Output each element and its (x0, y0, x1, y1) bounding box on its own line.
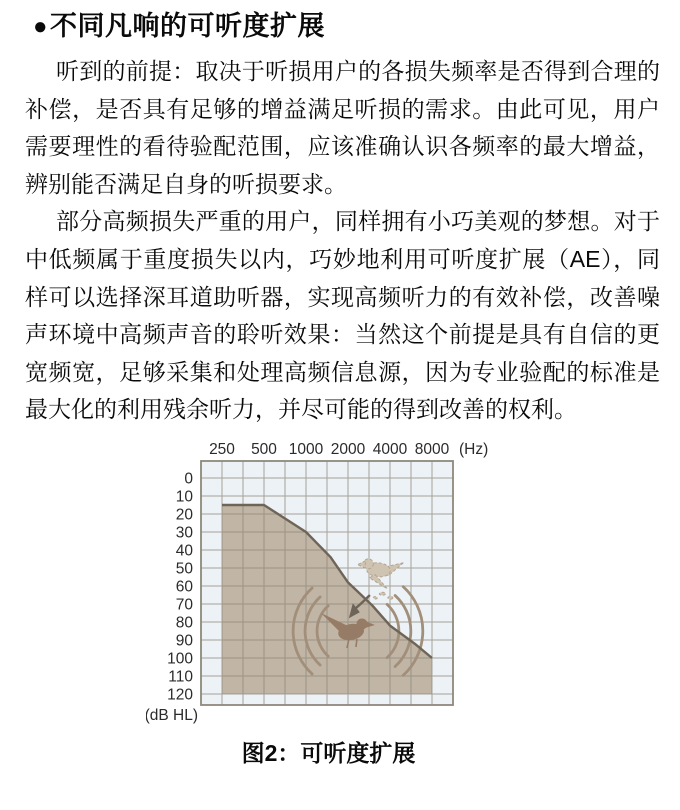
page-title (33, 9, 680, 44)
y-tick-label: 50 (175, 560, 193, 578)
audiogram-figure (0, 439, 680, 768)
x-tick-label: 8000 (414, 440, 450, 458)
x-axis-unit-label: (Hz) (459, 440, 489, 458)
y-axis-unit-label: (dB HL) (146, 706, 198, 724)
bullet-icon: ● (33, 13, 48, 40)
y-tick-label: 110 (168, 668, 193, 686)
y-tick-label: 30 (175, 524, 193, 542)
y-tick-label: 90 (175, 632, 193, 650)
x-tick-label: 500 (251, 440, 277, 458)
figure-caption: 图2：可听度扩展 (241, 739, 416, 766)
y-tick-label: 80 (175, 614, 193, 632)
y-tick-label: 120 (167, 686, 193, 704)
x-tick-label: 2000 (330, 440, 366, 458)
y-tick-label: 40 (175, 542, 193, 560)
audiogram-chart (146, 439, 680, 731)
audiogram-svg (146, 439, 498, 731)
x-tick-label: 1000 (288, 440, 324, 458)
y-tick-label: 20 (175, 506, 193, 524)
paragraph-2: 部分高频损失严重的用户，同样拥有小巧美观的梦想。对于中低频属于重度损失以内，巧妙地利用可听度扩展（AE），同样可以选择深耳道助听器，实现高频听力的有效补偿，改善噪声环境中高频声音的聆听效果：当然这个前提是具有自信的更宽频宽，足够采集和处理高频信息源，因为专业验配的标准是最大化的利用残余听力，并尽可能的得到改善的权利。 (25, 208, 660, 423)
page-title-text: 不同凡响的可听度扩展 (50, 11, 325, 41)
y-tick-label: 70 (175, 596, 193, 614)
x-tick-label: 4000 (372, 440, 408, 458)
y-tick-label: 10 (175, 488, 193, 506)
y-tick-label: 60 (175, 578, 193, 596)
y-tick-label: 0 (184, 470, 193, 488)
x-tick-label: 250 (209, 440, 235, 458)
paragraph-1: 听到的前提：取决于听损用户的各损失频率是否得到合理的补偿，是否具有足够的增益满足听损的需求。由此可见，用户需要理性的看待验配范围，应该准确认识各频率的最大增益，辨别能否满足自身的听损要求。 (25, 58, 660, 197)
y-tick-label: 100 (167, 650, 193, 668)
